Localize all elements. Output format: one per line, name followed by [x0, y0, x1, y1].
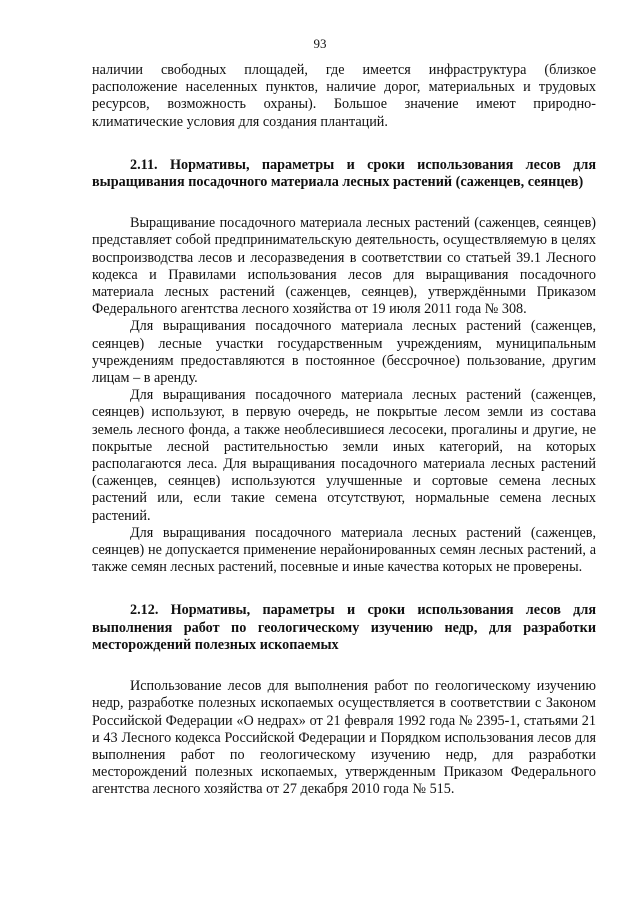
page-number: 93	[313, 36, 327, 51]
section-2-11-heading: 2.11. Нормативы, параметры и сроки использования лесов для выращивания посадочного материала лесных растений (саженцев, сеянцев)	[92, 156, 596, 191]
page-content	[92, 62, 596, 799]
section-2-11-paragraph-4: Для выращивания посадочного материала лесных растений (саженцев, сеянцев) не допускается применение нерайонированных семян лесных растений, а также семян лесных растений, посевные и иные качества которых не проверены.	[92, 524, 596, 576]
spacer	[92, 654, 596, 678]
spacer	[92, 576, 596, 602]
section-2-11-paragraph-3: Для выращивания посадочного материала лесных растений (саженцев, сеянцев) используют, в первую очередь, не покрытые лесом земли из состава земель лесного фонда, а также необлесившиеся лесосеки, прогалины и другие, не покрытые лесной растительностью земли иных категорий, на которых располагаются леса. Для выращивания посадочного материала лесных растений (саженцев, сеянцев) используются улучшенные и сортовые семена лесных растений или, если такие семена отсутствуют, нормальные семена лесных растений.	[92, 387, 596, 524]
section-2-11-paragraph-1: Выращивание посадочного материала лесных растений (саженцев, сеянцев) представляет собой предпринимательскую деятельность, осуществляемую в целях воспроизводства лесов и лесоразведения в соответствии со статьей 39.1 Лесного кодекса и Правилами использования лесов для выращивания посадочного материала лесных растений (саженцев, сеянцев), утверждёнными Приказом Федерального агентства лесного хозяйства от 19 июля 2011 года № 308.	[92, 215, 596, 318]
section-2-12-paragraph-1: Использование лесов для выполнения работ по геологическому изучению недр, разработке полезных ископаемых осуществляется в соответствии с Законом Российской Федерации «О недрах» от 21 февраля 1992 года № 2395-1, статьями 21 и 43 Лесного кодекса Российской Федерации и Порядком использования лесов для выполнения работ по геологическому изучению недр, для разработки месторождений полезных ископаемых, утвержденным Приказом Федерального агентства лесного хозяйства от 27 декабря 2010 года № 515.	[92, 678, 596, 798]
section-2-11-paragraph-2: Для выращивания посадочного материала лесных растений (саженцев, сеянцев) лесные участки государственным учреждениям, муниципальным учреждениям предоставляются в постоянное (бессрочное) пользование, другим лицам – в аренду.	[92, 318, 596, 387]
spacer	[92, 191, 596, 215]
spacer	[92, 131, 596, 157]
section-2-12-heading: 2.12. Нормативы, параметры и сроки использования лесов для выполнения работ по геологическому изучению недр, для разработки месторождений полезных ископаемых	[92, 602, 596, 653]
intro-paragraph: наличии свободных площадей, где имеется инфраструктура (близкое расположение населенных пунктов, наличие дорог, материальных и трудовых ресурсов, возможность охраны). Большое значение имеют природно-климатические условия для создания плантаций.	[92, 62, 596, 130]
